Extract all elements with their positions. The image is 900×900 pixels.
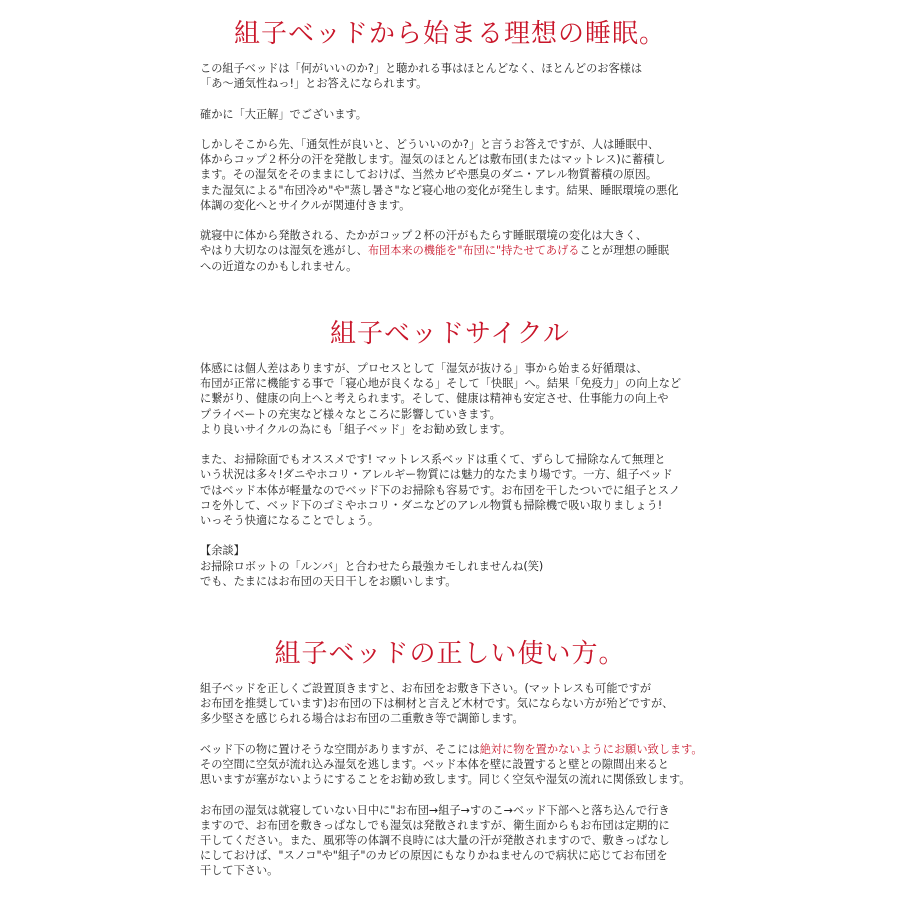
text-line: また湿気による"布団冷め"や"蒸し暑さ"など寝心地の変化が発生します。結果、睡眠環境の悪化 <box>200 183 679 197</box>
text-line: お布団を推奨しています)お布団の下は桐材と言えど木材です。気にならない方が殆どですが、 <box>200 697 674 711</box>
text-line: プライベートの充実など様々なところに影響していきます。 <box>200 407 501 421</box>
text-segment: ベッド下の物に置けそうな空間がありますが、そこには <box>200 742 480 756</box>
text-line: 【余談】 <box>200 544 245 558</box>
text-line: でも、たまにはお布団の天日干しをお願いします。 <box>200 574 457 588</box>
text-line: 確かに「大正解」でございます。 <box>200 107 367 121</box>
text-line: その空間に空気が流れ込み湿気を逃します。ベッド本体を壁に設置すると壁との隙間出来ると <box>200 758 669 771</box>
section-cycle-body <box>200 361 740 589</box>
text-line: 体調の変化へとサイクルが関連付きます。 <box>200 198 411 212</box>
text-line: ますので、お布団を敷きっぱなしでも湿気は発散されますが、衛生面からもお布団は定期的に <box>200 818 670 832</box>
text-segment: ことが理想の睡眠 <box>579 244 670 258</box>
text-line: しかしそこから先、「通気性が良いと、どういいのか?」と言うお答えですが、人は睡眠中、 <box>200 137 660 151</box>
highlight-text: 布団本来の機能を"布団に"持たせてあげる <box>367 244 580 258</box>
mixed-text-line <box>200 742 740 757</box>
text-line: 体からコップ２杯分の汗を発散します。湿気のほとんどは敷布団(またはマットレス)に蓄積し <box>200 153 666 167</box>
text-line: 布団が正常に機能する事で「寝心地が良くなる」そして「快眠」へ。結果「免疫力」の向上など <box>200 377 682 391</box>
section-ideal-sleep-body <box>200 61 740 274</box>
mixed-text-line <box>200 243 740 258</box>
text-line: いっそう快適になることでしょう。 <box>200 514 380 528</box>
text-line: 就寝中に体から発散される、たかがコップ２杯の汗がもたらす睡眠環境の変化は大きく、 <box>200 229 648 243</box>
section-cycle <box>0 316 900 352</box>
text-line: より良いサイクルの為にも「組子ベッド」をお勧め致します。 <box>200 422 512 436</box>
text-line: 干してください。また、風邪等の体調不良時には大量の汗が発散されますので、敷きっぱなし <box>200 834 670 847</box>
text-line: 干して下さい。 <box>200 864 279 878</box>
text-segment: やはり大切なのは湿気を逃がし、 <box>200 244 368 258</box>
text-line: 「あ～通気性ねっ!」とお答えになられます。 <box>200 77 428 91</box>
text-line: お布団の湿気は就寝していない日中に"お布団→組子→すのこ→ベッド下部へと落ち込んで行き <box>200 803 670 817</box>
section-ideal-sleep <box>0 16 900 52</box>
highlight-text: 絶対に物を置かないようにお願い致します。 <box>479 742 703 756</box>
text-line: 多少堅さを感じられる場合はお布団の二重敷き等で調節します。 <box>200 712 524 726</box>
section-usage-body <box>200 681 740 879</box>
text-line: ます。その湿気をそのままにしておけば、当然カビや悪臭のダニ・アレル物質蓄積の原因。 <box>200 168 658 182</box>
section-heading: 組子ベッドの正しい使い方。 <box>274 639 626 669</box>
text-line: ではベッド本体が軽量なのでベッド下のお掃除も容易です。お布団を干したついでに組子とスノ <box>200 483 681 497</box>
text-line: 組子ベッドを正しくご設置頂きますと、お布団をお敷き下さい。(マットレスも可能ですが <box>200 682 652 695</box>
text-line: への近道なのかもしれません。 <box>200 259 358 273</box>
section-heading: 組子ベッドサイクル <box>330 319 570 349</box>
text-line: に繋がり、健康の向上へと考えられます。そして、健康は精神も安定させ、仕事能力の向上や <box>200 392 669 406</box>
text-line: コを外して、ベッド下のゴミやホコリ・ダニなどのアレル物質も掃除機で吸い取りましょう! <box>200 498 663 512</box>
section-heading: 組子ベッドから始まる理想の睡眠。 <box>233 19 666 49</box>
text-line: いう状況は多々!ダニやホコリ・アレルギー物質には魅力的なたまり場です。一方、組子ベッド <box>200 468 673 482</box>
text-line: にしておけば、"スノコ"や"組子"のカビの原因にもなりかねませんので病状に応じてお布団を <box>200 849 668 863</box>
text-line: 思いますが塞がないようにすることをお勧め致します。同じく空気や湿気の流れに関係致します。 <box>200 773 691 787</box>
section-usage <box>0 636 900 672</box>
text-line: また、お掃除面でもオススメです! マットレス系ベッドは重くて、ずらして掃除なんて無理と <box>200 453 666 467</box>
text-line: この組子ベッドは「何がいいのか?」と聴かれる事はほとんどなく、ほとんどのお客様は <box>200 62 643 75</box>
text-line: お掃除ロボットの「ルンバ」と合わせたら最強カモしれませんね(笑) <box>200 559 544 573</box>
text-line: 体感には個人差はありますが、プロセスとして「湿気が抜ける」事から始まる好循環は、 <box>200 362 648 375</box>
